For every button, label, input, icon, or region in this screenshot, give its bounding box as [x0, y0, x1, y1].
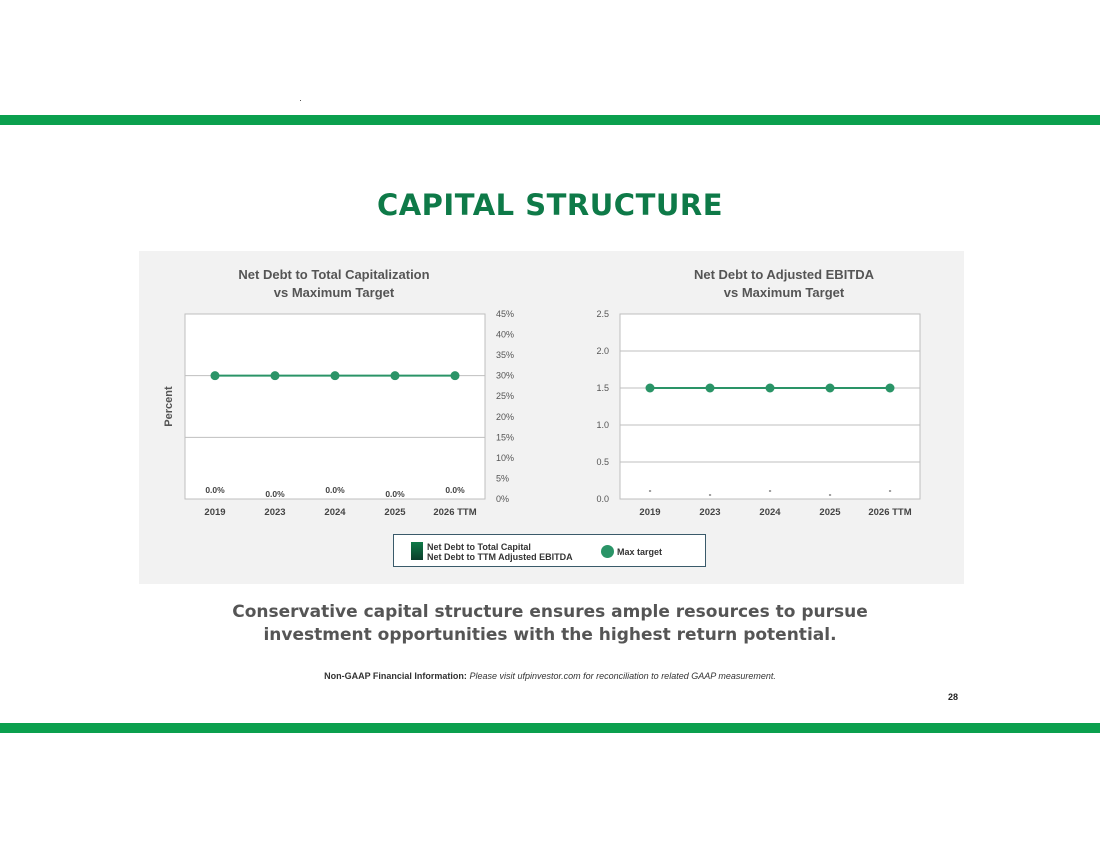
chart-net-debt-to-adjusted-ebitda: [552, 251, 964, 531]
y-tick-label: 10%: [496, 452, 515, 463]
y-tick-label: 25%: [496, 391, 515, 402]
legend-label-net-debt-total-capital: Net Debt to Total Capital: [427, 542, 531, 552]
data-label-net-debt: 0.0%: [445, 485, 465, 495]
x-tick-label: 2023: [264, 507, 286, 518]
chart-legend: [393, 534, 706, 567]
point-max-target: [826, 384, 835, 393]
chart-net-debt-to-total-capitalization: [139, 251, 551, 531]
legend-label-net-debt-ebitda: Net Debt to TTM Adjusted EBITDA: [427, 552, 573, 562]
data-label-net-debt: 0.0%: [265, 489, 285, 499]
x-tick-label: 2026 TTM: [868, 507, 912, 518]
slide-title: CAPITAL STRUCTURE: [376, 188, 724, 222]
y-tick-label: 15%: [496, 432, 515, 443]
x-tick-label: 2025: [384, 507, 406, 518]
point-max-target: [646, 384, 655, 393]
footnote-text: Please visit ufpinvestor.com for reconciliation to related GAAP measurement.: [469, 671, 776, 681]
legend-swatch-net-debt: [411, 542, 423, 560]
y-tick-label: 1.0: [596, 420, 609, 430]
x-tick-label: 2019: [639, 507, 661, 518]
point-max-target: [766, 384, 775, 393]
y-tick-label: 2.0: [596, 346, 609, 356]
y-tick-label: 45%: [496, 309, 515, 319]
y-tick-label: 2.5: [596, 309, 609, 319]
legend-marker-max-target: [601, 545, 614, 558]
chart-title-line-1: Net Debt to Total Capitalization: [238, 267, 430, 282]
y-tick-label: 0.0: [596, 494, 609, 504]
data-label-net-debt: -: [648, 485, 652, 495]
data-label-net-debt: -: [828, 489, 832, 499]
data-label-net-debt: -: [888, 485, 892, 495]
x-tick-label: 2024: [759, 507, 781, 518]
point-max-target: [391, 371, 400, 380]
tagline-line-1: Conservative capital structure ensures ample resources to pursue: [232, 602, 868, 622]
x-tick-label: 2025: [819, 507, 841, 518]
bottom-accent-stripe: [0, 723, 1100, 733]
y-tick-label: 30%: [496, 370, 515, 381]
point-max-target: [886, 384, 895, 393]
footnote: [0, 671, 1100, 681]
x-tick-label: 2026 TTM: [433, 507, 477, 518]
data-label-net-debt: 0.0%: [385, 489, 405, 499]
plot-area: [620, 314, 920, 499]
y-tick-label: 40%: [496, 329, 515, 340]
y-tick-label: 0%: [496, 494, 510, 504]
point-max-target: [451, 371, 460, 380]
x-tick-label: 2024: [324, 507, 346, 518]
legend-label-max-target: Max target: [617, 547, 663, 557]
y-tick-label: 20%: [496, 411, 515, 422]
chart-title-line-2: vs Maximum Target: [273, 285, 395, 300]
point-max-target: [331, 371, 340, 380]
chart-title-line-1: Net Debt to Adjusted EBITDA: [693, 267, 875, 282]
page-number: 28: [948, 692, 959, 702]
point-max-target: [271, 371, 280, 380]
tagline-line-2: investment opportunities with the highest return potential.: [263, 625, 837, 645]
chart-title-line-2: vs Maximum Target: [723, 285, 845, 300]
x-tick-label: 2023: [699, 507, 721, 518]
footnote-label: Non-GAAP Financial Information:: [324, 671, 467, 681]
y-tick-label: 0.5: [596, 457, 609, 467]
y-axis-label: Percent: [163, 386, 175, 427]
tagline: [0, 601, 1100, 647]
plot-area: [185, 314, 485, 499]
y-tick-label: 5%: [496, 473, 510, 484]
point-max-target: [706, 384, 715, 393]
data-label-net-debt: -: [768, 485, 772, 495]
y-tick-label: 35%: [496, 350, 515, 361]
data-label-net-debt: 0.0%: [205, 485, 225, 495]
data-label-net-debt: -: [708, 489, 712, 499]
point-max-target: [211, 371, 220, 380]
x-tick-label: 2019: [204, 507, 226, 518]
stray-mark: [300, 100, 301, 101]
y-tick-label: 1.5: [596, 383, 609, 393]
top-accent-stripe: [0, 115, 1100, 125]
data-label-net-debt: 0.0%: [325, 485, 345, 495]
